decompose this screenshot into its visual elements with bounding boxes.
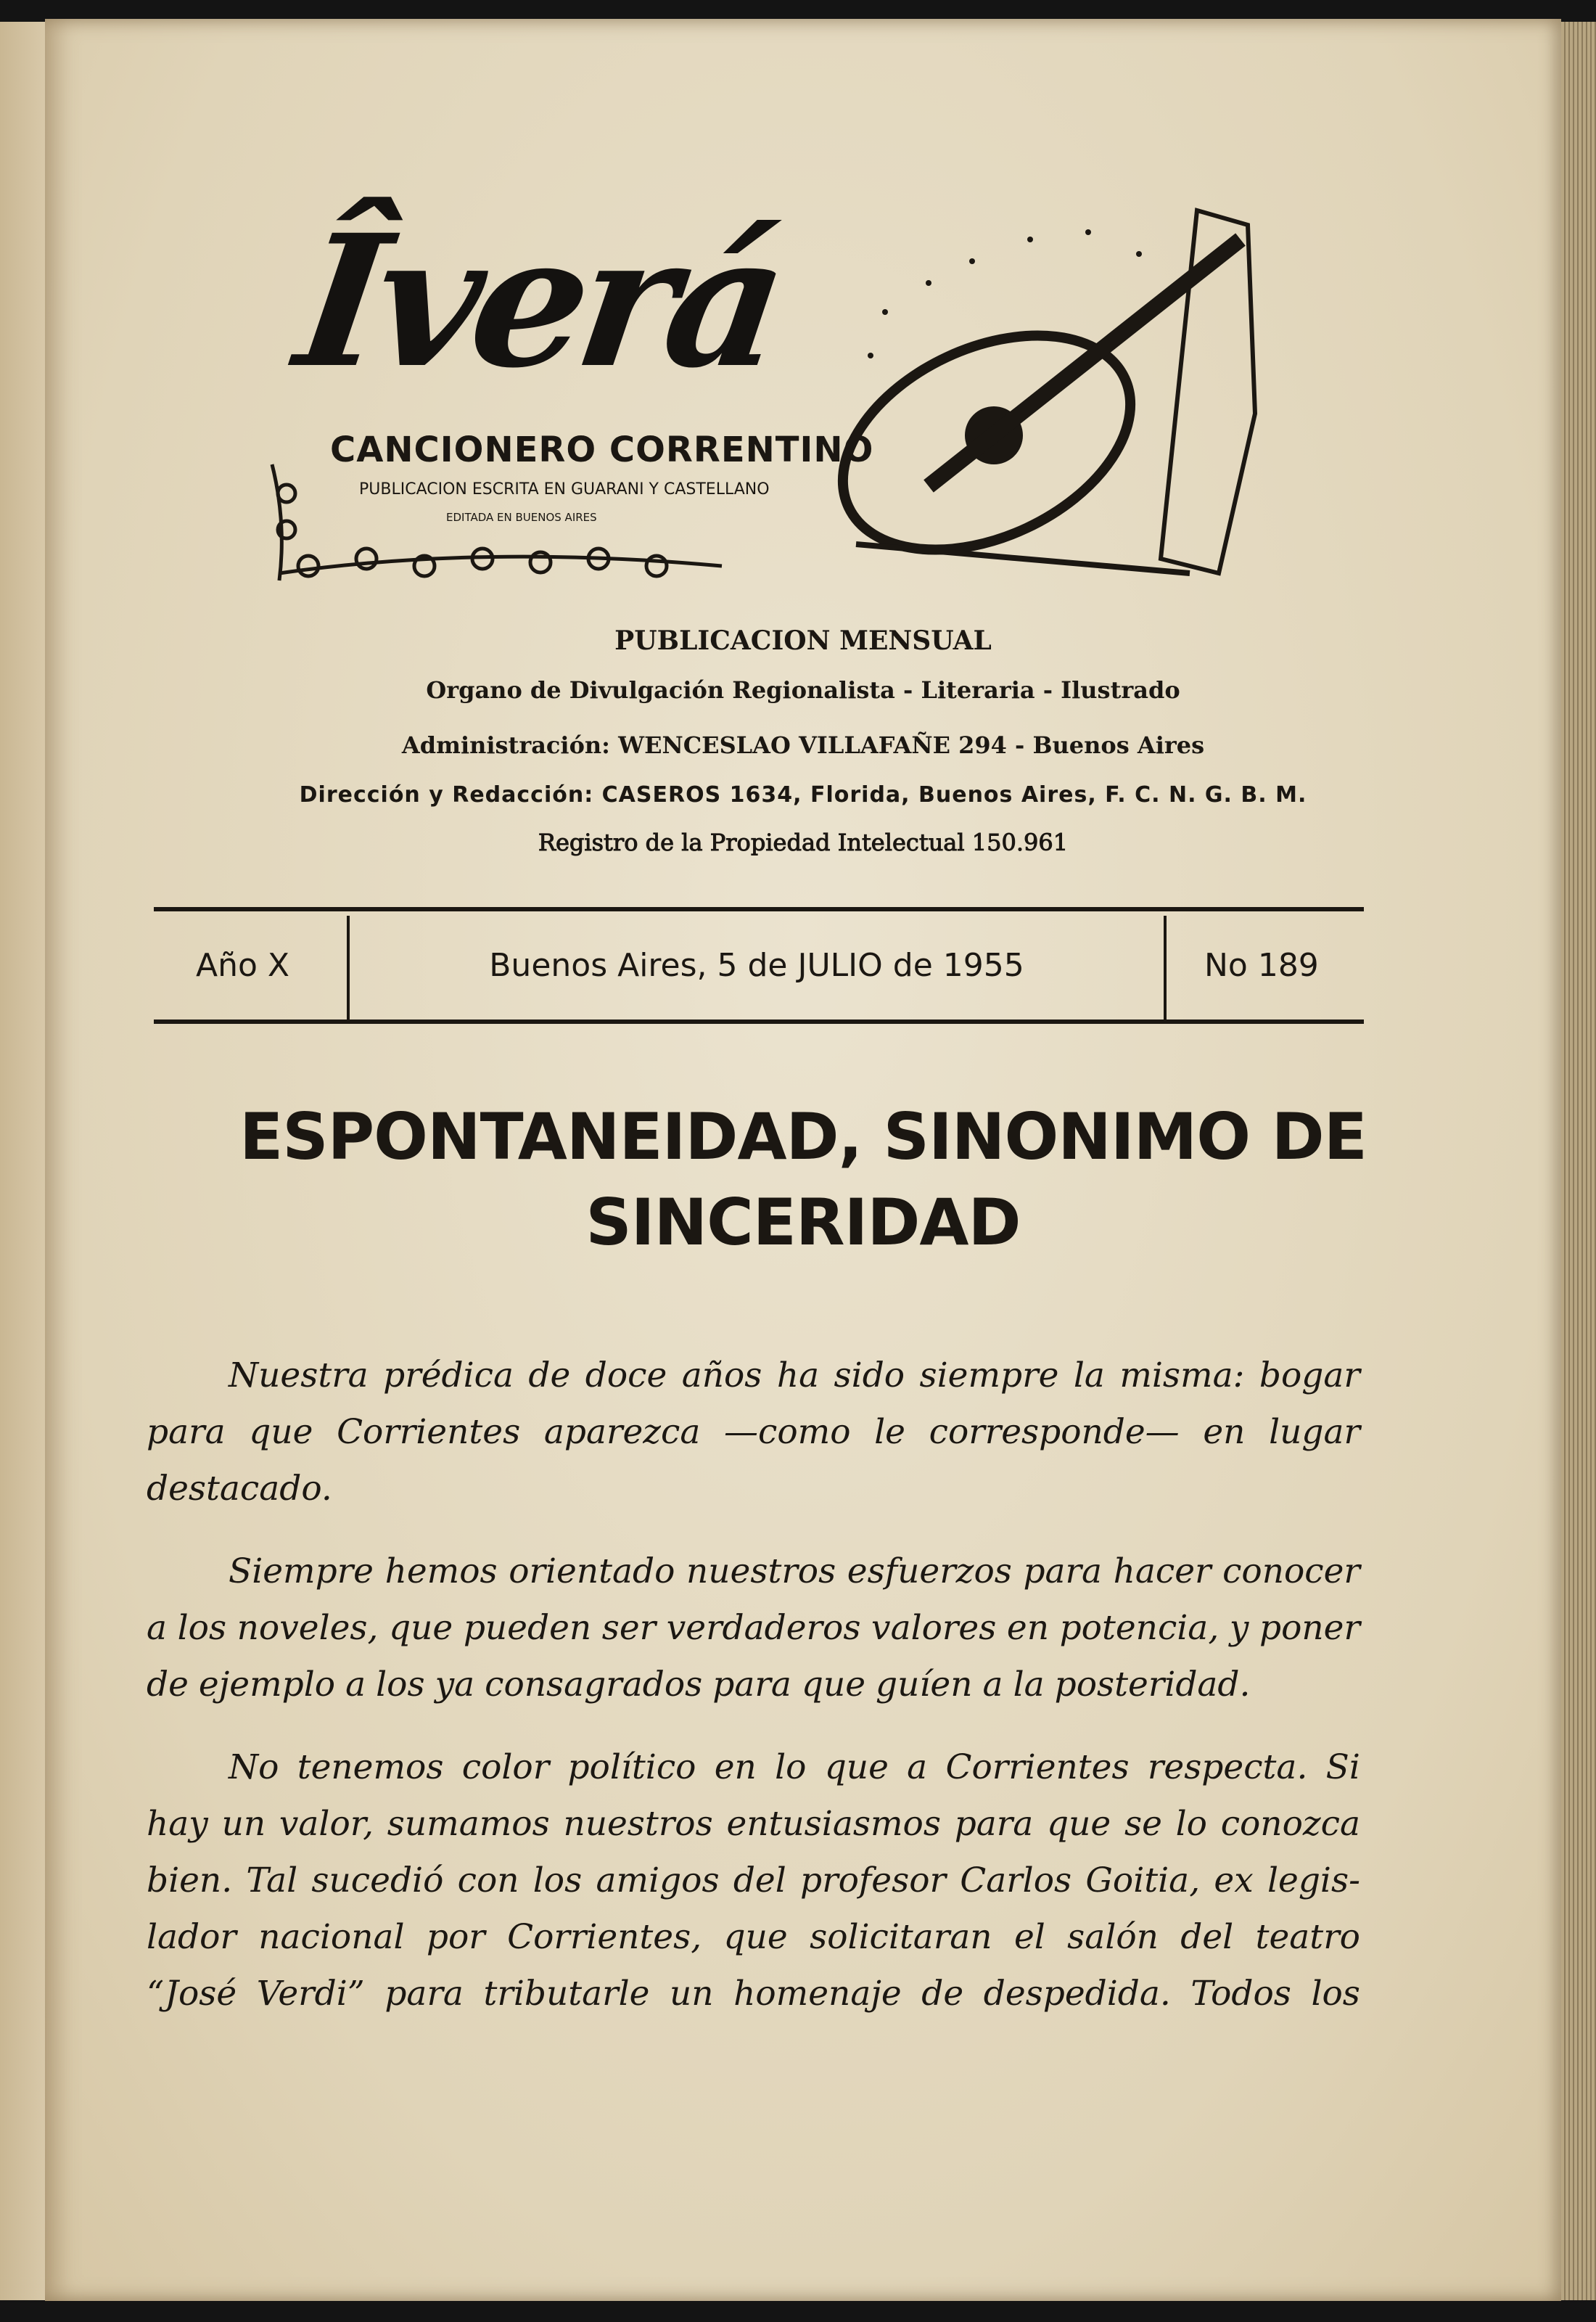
word: consagrados (485, 1665, 703, 1704)
word: homenaje (733, 1974, 902, 2014)
word: orientado (509, 1551, 675, 1591)
issue-date: Buenos Aires, 5 de JULIO de 1955 (489, 947, 1024, 984)
word: lo (1175, 1804, 1207, 1844)
word: le (874, 1412, 905, 1452)
word: ha (776, 1355, 820, 1395)
word: bogar (1259, 1355, 1360, 1395)
publication-frequency: PUBLICACION MENSUAL (614, 625, 992, 656)
word: que (1047, 1804, 1111, 1844)
word: “José (147, 1974, 237, 2014)
word: y (1229, 1608, 1249, 1648)
word: poner (1259, 1608, 1360, 1648)
word: teatro (1255, 1917, 1360, 1957)
word: valores (871, 1608, 997, 1648)
word: sucedió (311, 1861, 444, 1900)
masthead-tagline: PUBLICACION ESCRITA EN GUARANI Y CASTELLANO (359, 480, 770, 499)
article-line (229, 1355, 1360, 1395)
issue-bar-top-rule (154, 907, 1364, 911)
word: solicitaran (810, 1917, 992, 1957)
word: misma: (1119, 1355, 1245, 1395)
masthead-logo: Îverá (286, 194, 791, 408)
word: profesor (800, 1861, 946, 1900)
word: a (147, 1608, 168, 1648)
issue-bar-divider (1164, 916, 1167, 1020)
article-line (229, 1551, 1360, 1591)
word: la (1013, 1665, 1045, 1704)
word: guíen (876, 1665, 973, 1704)
word: para (384, 1974, 464, 2014)
word: para (147, 1412, 226, 1452)
word: de (528, 1355, 571, 1395)
word: Siempre (229, 1551, 374, 1591)
word: los (376, 1665, 425, 1704)
word: Si (1325, 1747, 1360, 1787)
word: el (1013, 1917, 1045, 1957)
word: Verdi” (256, 1974, 365, 2014)
word: entusiasmos (726, 1804, 941, 1844)
word: de (921, 1974, 964, 2014)
administration-address: Administración: WENCESLAO VILLAFAÑE 294 - Buenos Aires (401, 731, 1205, 759)
word: siempre (919, 1355, 1059, 1395)
word: lugar (1269, 1412, 1360, 1452)
word: por (426, 1917, 485, 1957)
article-line (229, 1747, 1360, 1787)
word: Goitia, (1085, 1861, 1201, 1900)
article-line (147, 1469, 1360, 1509)
word: Corrientes, (507, 1917, 702, 1957)
masthead-subtitle: CANCIONERO CORRENTINO (330, 430, 874, 470)
word: en (1006, 1608, 1050, 1648)
word: sumamos (387, 1804, 550, 1844)
word: corresponde— (929, 1412, 1180, 1452)
article-line (147, 1861, 1360, 1900)
word: los (177, 1608, 227, 1648)
word: color (461, 1747, 550, 1787)
word: que (389, 1608, 453, 1648)
word: doce (585, 1355, 667, 1395)
word: potencia, (1059, 1608, 1219, 1648)
page-stack-edge (1561, 22, 1596, 2300)
guitar-illustration (813, 196, 1262, 588)
word: hacer (1113, 1551, 1212, 1591)
word: que (824, 1747, 889, 1787)
word: lo (775, 1747, 807, 1787)
word: un (221, 1804, 266, 1844)
word: posteridad. (1054, 1665, 1251, 1704)
word: en (1203, 1412, 1246, 1452)
word: despedida. (983, 1974, 1171, 2014)
issue-year: Año X (196, 947, 290, 984)
word: valor, (279, 1804, 374, 1844)
word: respecta. (1147, 1747, 1308, 1787)
word: Corrientes (337, 1412, 521, 1452)
word: Carlos (960, 1861, 1072, 1900)
word: Corrientes (945, 1747, 1130, 1787)
article-line (147, 1974, 1360, 2014)
intellectual-property-registry: Registro de la Propiedad Intelectual 150.961 (538, 829, 1069, 856)
word: ejemplo (198, 1665, 336, 1704)
word: destacado. (147, 1469, 332, 1509)
word: tributarle (483, 1974, 650, 2014)
word: legis- (1267, 1861, 1360, 1900)
word: los (1311, 1974, 1360, 2014)
word: que (801, 1665, 866, 1704)
word: noveles, (236, 1608, 379, 1648)
word: nuestros (686, 1551, 836, 1591)
article-title-line1: ESPONTANEIDAD, SINONIMO DE (239, 1099, 1367, 1174)
word: con (457, 1861, 519, 1900)
word: ser (601, 1608, 657, 1648)
word: a (982, 1665, 1003, 1704)
word: prédica (383, 1355, 514, 1395)
article-line (147, 1412, 1360, 1452)
word: para (954, 1804, 1034, 1844)
word: aparezca (543, 1412, 701, 1452)
word: bien. (147, 1861, 233, 1900)
word: los (532, 1861, 583, 1900)
article-line (147, 1804, 1360, 1844)
word: nacional (258, 1917, 405, 1957)
word: a (345, 1665, 366, 1704)
article-line (147, 1608, 1360, 1648)
word: en (714, 1747, 757, 1787)
word: nuestros (563, 1804, 713, 1844)
word: hay (147, 1804, 208, 1844)
masthead-edition: EDITADA EN BUENOS AIRES (446, 511, 597, 524)
word: ex (1214, 1861, 1254, 1900)
article-line (147, 1665, 1360, 1704)
word: sido (834, 1355, 905, 1395)
word: años (681, 1355, 762, 1395)
word: conocer (1222, 1551, 1360, 1591)
word: a (907, 1747, 928, 1787)
word: salón (1067, 1917, 1159, 1957)
word: Nuestra (229, 1355, 369, 1395)
article-title-line2: SINCERIDAD (585, 1185, 1021, 1260)
issue-number: No 189 (1204, 947, 1319, 984)
word: para (1023, 1551, 1103, 1591)
article-line (147, 1917, 1360, 1957)
word: —como (724, 1412, 851, 1452)
word: la (1073, 1355, 1105, 1395)
word: amigos (596, 1861, 720, 1900)
word: para (712, 1665, 791, 1704)
word: No (229, 1747, 279, 1787)
word: del (1180, 1917, 1234, 1957)
direction-address: Dirección y Redacción: CASEROS 1634, Florida, Buenos Aires, F. C. N. G. B. M. (299, 782, 1307, 808)
word: se (1124, 1804, 1162, 1844)
word: pueden (463, 1608, 592, 1648)
word: tenemos (297, 1747, 444, 1787)
word: hemos (384, 1551, 498, 1591)
word: político (567, 1747, 696, 1787)
word: del (733, 1861, 786, 1900)
issue-bar-bottom-rule (154, 1020, 1364, 1024)
word: esfuerzos (847, 1551, 1012, 1591)
word: un (670, 1974, 714, 2014)
word: de (147, 1665, 189, 1704)
word: conozca (1220, 1804, 1360, 1844)
publication-organ: Organo de Divulgación Regionalista - Literaria - Ilustrado (426, 676, 1180, 704)
word: ya (435, 1665, 475, 1704)
word: lador (147, 1917, 236, 1957)
word: que (249, 1412, 313, 1452)
word: que (723, 1917, 788, 1957)
word: Todos (1190, 1974, 1291, 2014)
word: Tal (246, 1861, 298, 1900)
word: verdaderos (666, 1608, 861, 1648)
